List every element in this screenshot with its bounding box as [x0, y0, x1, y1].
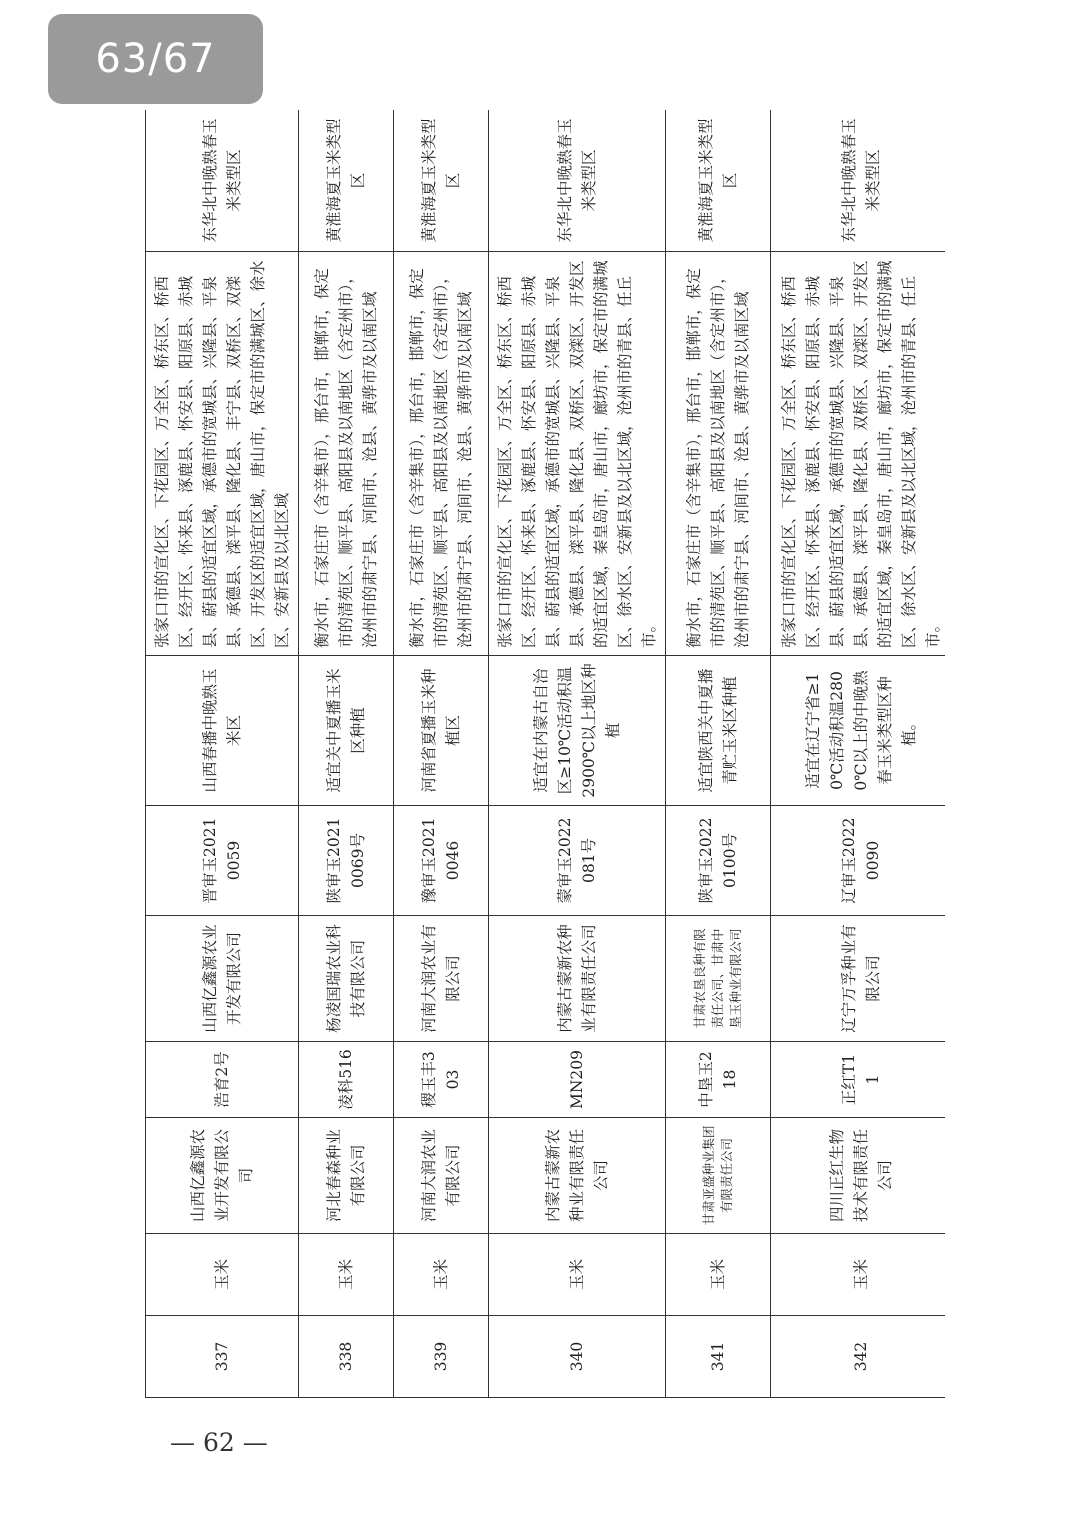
cell-suitable-area: 适宜在内蒙古自治区≥10℃活动积温 2900℃以上地区种植 [489, 656, 666, 806]
cell-no: 341 [666, 1316, 771, 1398]
cell-crop: 玉米 [299, 1234, 394, 1316]
cell-type-zone: 东华北中晚熟春玉米类型区 [489, 110, 666, 252]
cell-region: 衡水市，石家庄市（含辛集市），邢台市，邯郸市，保定市的清苑区、顺平县、高阳县及以南地区（含定州市），沧州市的肃宁县、河间市、沧县、黄骅市及以南区域 [299, 252, 394, 656]
cell-region: 张家口市的宣化区、下花园区、万全区、桥东区、桥西区、经开区、怀来县、涿鹿县、怀安县、阳原县、赤城县、蔚县的适宜区域，承德市的宽城县、兴隆县、平泉县、承德县、滦平县、隆化县、双桥区、双滦区、开发区的适宜区域，秦皇岛市，唐山市，廊坊市，保定市的满城区、徐水区、安新县及以北区域，沧州市的青县、任丘市。 [489, 252, 666, 656]
cell-approval-no: 豫审玉20210046 [394, 806, 489, 916]
cell-suitable-area: 适宜在辽宁省≥10℃活动积温2800℃以上的中晚熟春玉米类型区种植。 [771, 656, 945, 806]
cell-variety: 浩育2号 [146, 1042, 299, 1118]
cell-applicant: 河南大润农业有限公司 [394, 1118, 489, 1234]
cell-approval-no: 陕审玉20220100号 [666, 806, 771, 916]
rotated-table-container [145, 110, 945, 1398]
cell-suitable-area: 适宜陕西关中夏播青贮玉米区种植 [666, 656, 771, 806]
cell-applicant: 甘肃亚盛种业集团有限责任公司 [666, 1118, 771, 1234]
table-row [394, 110, 489, 1398]
cell-crop: 玉米 [394, 1234, 489, 1316]
cell-approval-no: 陕审玉20210069号 [299, 806, 394, 916]
cell-no: 340 [489, 1316, 666, 1398]
cell-type-zone: 黄淮海夏玉米类型区 [666, 110, 771, 252]
footer-page-number: — 62 — [170, 1428, 268, 1457]
table-row [299, 110, 394, 1398]
cell-no: 339 [394, 1316, 489, 1398]
cell-approval-no: 辽审玉20220090 [771, 806, 945, 916]
cell-variety: MN209 [489, 1042, 666, 1118]
cell-applicant: 河北春森种业有限公司 [299, 1118, 394, 1234]
cell-region: 衡水市，石家庄市（含辛集市），邢台市，邯郸市，保定市的清苑区、顺平县、高阳县及以南地区（含定州市），沧州市的肃宁县、河间市、沧县、黄骅市及以南区域 [666, 252, 771, 656]
page-indicator-text: 63/67 [95, 36, 216, 82]
cell-suitable-area: 山西春播中晚熟玉米区 [146, 656, 299, 806]
cell-region: 张家口市的宣化区、下花园区、万全区、桥东区、桥西区、经开区、怀来县、涿鹿县、怀安县、阳原县、赤城县、蔚县的适宜区域，承德市的宽城县、兴隆县、平泉县、承德县、滦平县、隆化县、双桥区、双滦区、开发区的适宜区域，秦皇岛市，唐山市，廊坊市，保定市的满城区、徐水区、安新县及以北区域，沧州市的青县、任丘市。 [771, 252, 945, 656]
cell-no: 338 [299, 1316, 394, 1398]
cell-approval-no: 晋审玉20210059 [146, 806, 299, 916]
document-table-region [145, 110, 945, 1398]
cell-variety: 凌科516 [299, 1042, 394, 1118]
cell-breeder: 内蒙古蒙新农种业有限责任公司 [489, 916, 666, 1042]
cell-breeder: 辽宁万孚种业有限公司 [771, 916, 945, 1042]
table-row [771, 110, 945, 1398]
cell-no: 342 [771, 1316, 945, 1398]
table-row [666, 110, 771, 1398]
cell-applicant: 内蒙古蒙新农种业有限责任公司 [489, 1118, 666, 1234]
cell-crop: 玉米 [489, 1234, 666, 1316]
cell-type-zone: 东华北中晚熟春玉米类型区 [771, 110, 945, 252]
cell-applicant: 山西亿鑫源农业开发有限公司 [146, 1118, 299, 1234]
cell-type-zone: 黄淮海夏玉米类型区 [299, 110, 394, 252]
cell-type-zone: 东华北中晚熟春玉米类型区 [146, 110, 299, 252]
table-row [489, 110, 666, 1398]
table-row [146, 110, 299, 1398]
cell-type-zone: 黄淮海夏玉米类型区 [394, 110, 489, 252]
cell-crop: 玉米 [146, 1234, 299, 1316]
cell-approval-no: 蒙审玉2022081号 [489, 806, 666, 916]
cell-breeder: 山西亿鑫源农业开发有限公司 [146, 916, 299, 1042]
cell-suitable-area: 河南省夏播玉米种植区 [394, 656, 489, 806]
cell-breeder: 杨凌国瑞农业科技有限公司 [299, 916, 394, 1042]
cell-crop: 玉米 [666, 1234, 771, 1316]
cell-region: 衡水市，石家庄市（含辛集市），邢台市，邯郸市，保定市的清苑区、顺平县、高阳县及以南地区（含定州市），沧州市的肃宁县、河间市、沧县、黄骅市及以南区域 [394, 252, 489, 656]
page-indicator-badge [48, 14, 263, 104]
seed-introduction-table [145, 110, 945, 1398]
cell-suitable-area: 适宜关中夏播玉米区种植 [299, 656, 394, 806]
cell-variety: 正红T11 [771, 1042, 945, 1118]
cell-variety: 稷玉丰303 [394, 1042, 489, 1118]
cell-breeder: 甘肃农垦良种有限责任公司、甘肃中垦玉种业有限公司 [666, 916, 771, 1042]
cell-applicant: 四川正红生物技术有限责任公司 [771, 1118, 945, 1234]
cell-no: 337 [146, 1316, 299, 1398]
cell-variety: 中垦玉218 [666, 1042, 771, 1118]
cell-region: 张家口市的宣化区、下花园区、万全区、桥东区、桥西区、经开区、怀来县、涿鹿县、怀安县、阳原县、赤城县、蔚县的适宜区域，承德市的宽城县、兴隆县、平泉县、承德县、滦平县、隆化县、丰宁县、双桥区、双滦区、开发区的适宜区域，唐山市，保定市的满城区、徐水区、安新县及以北区域 [146, 252, 299, 656]
cell-crop: 玉米 [771, 1234, 945, 1316]
cell-breeder: 河南大润农业有限公司 [394, 916, 489, 1042]
